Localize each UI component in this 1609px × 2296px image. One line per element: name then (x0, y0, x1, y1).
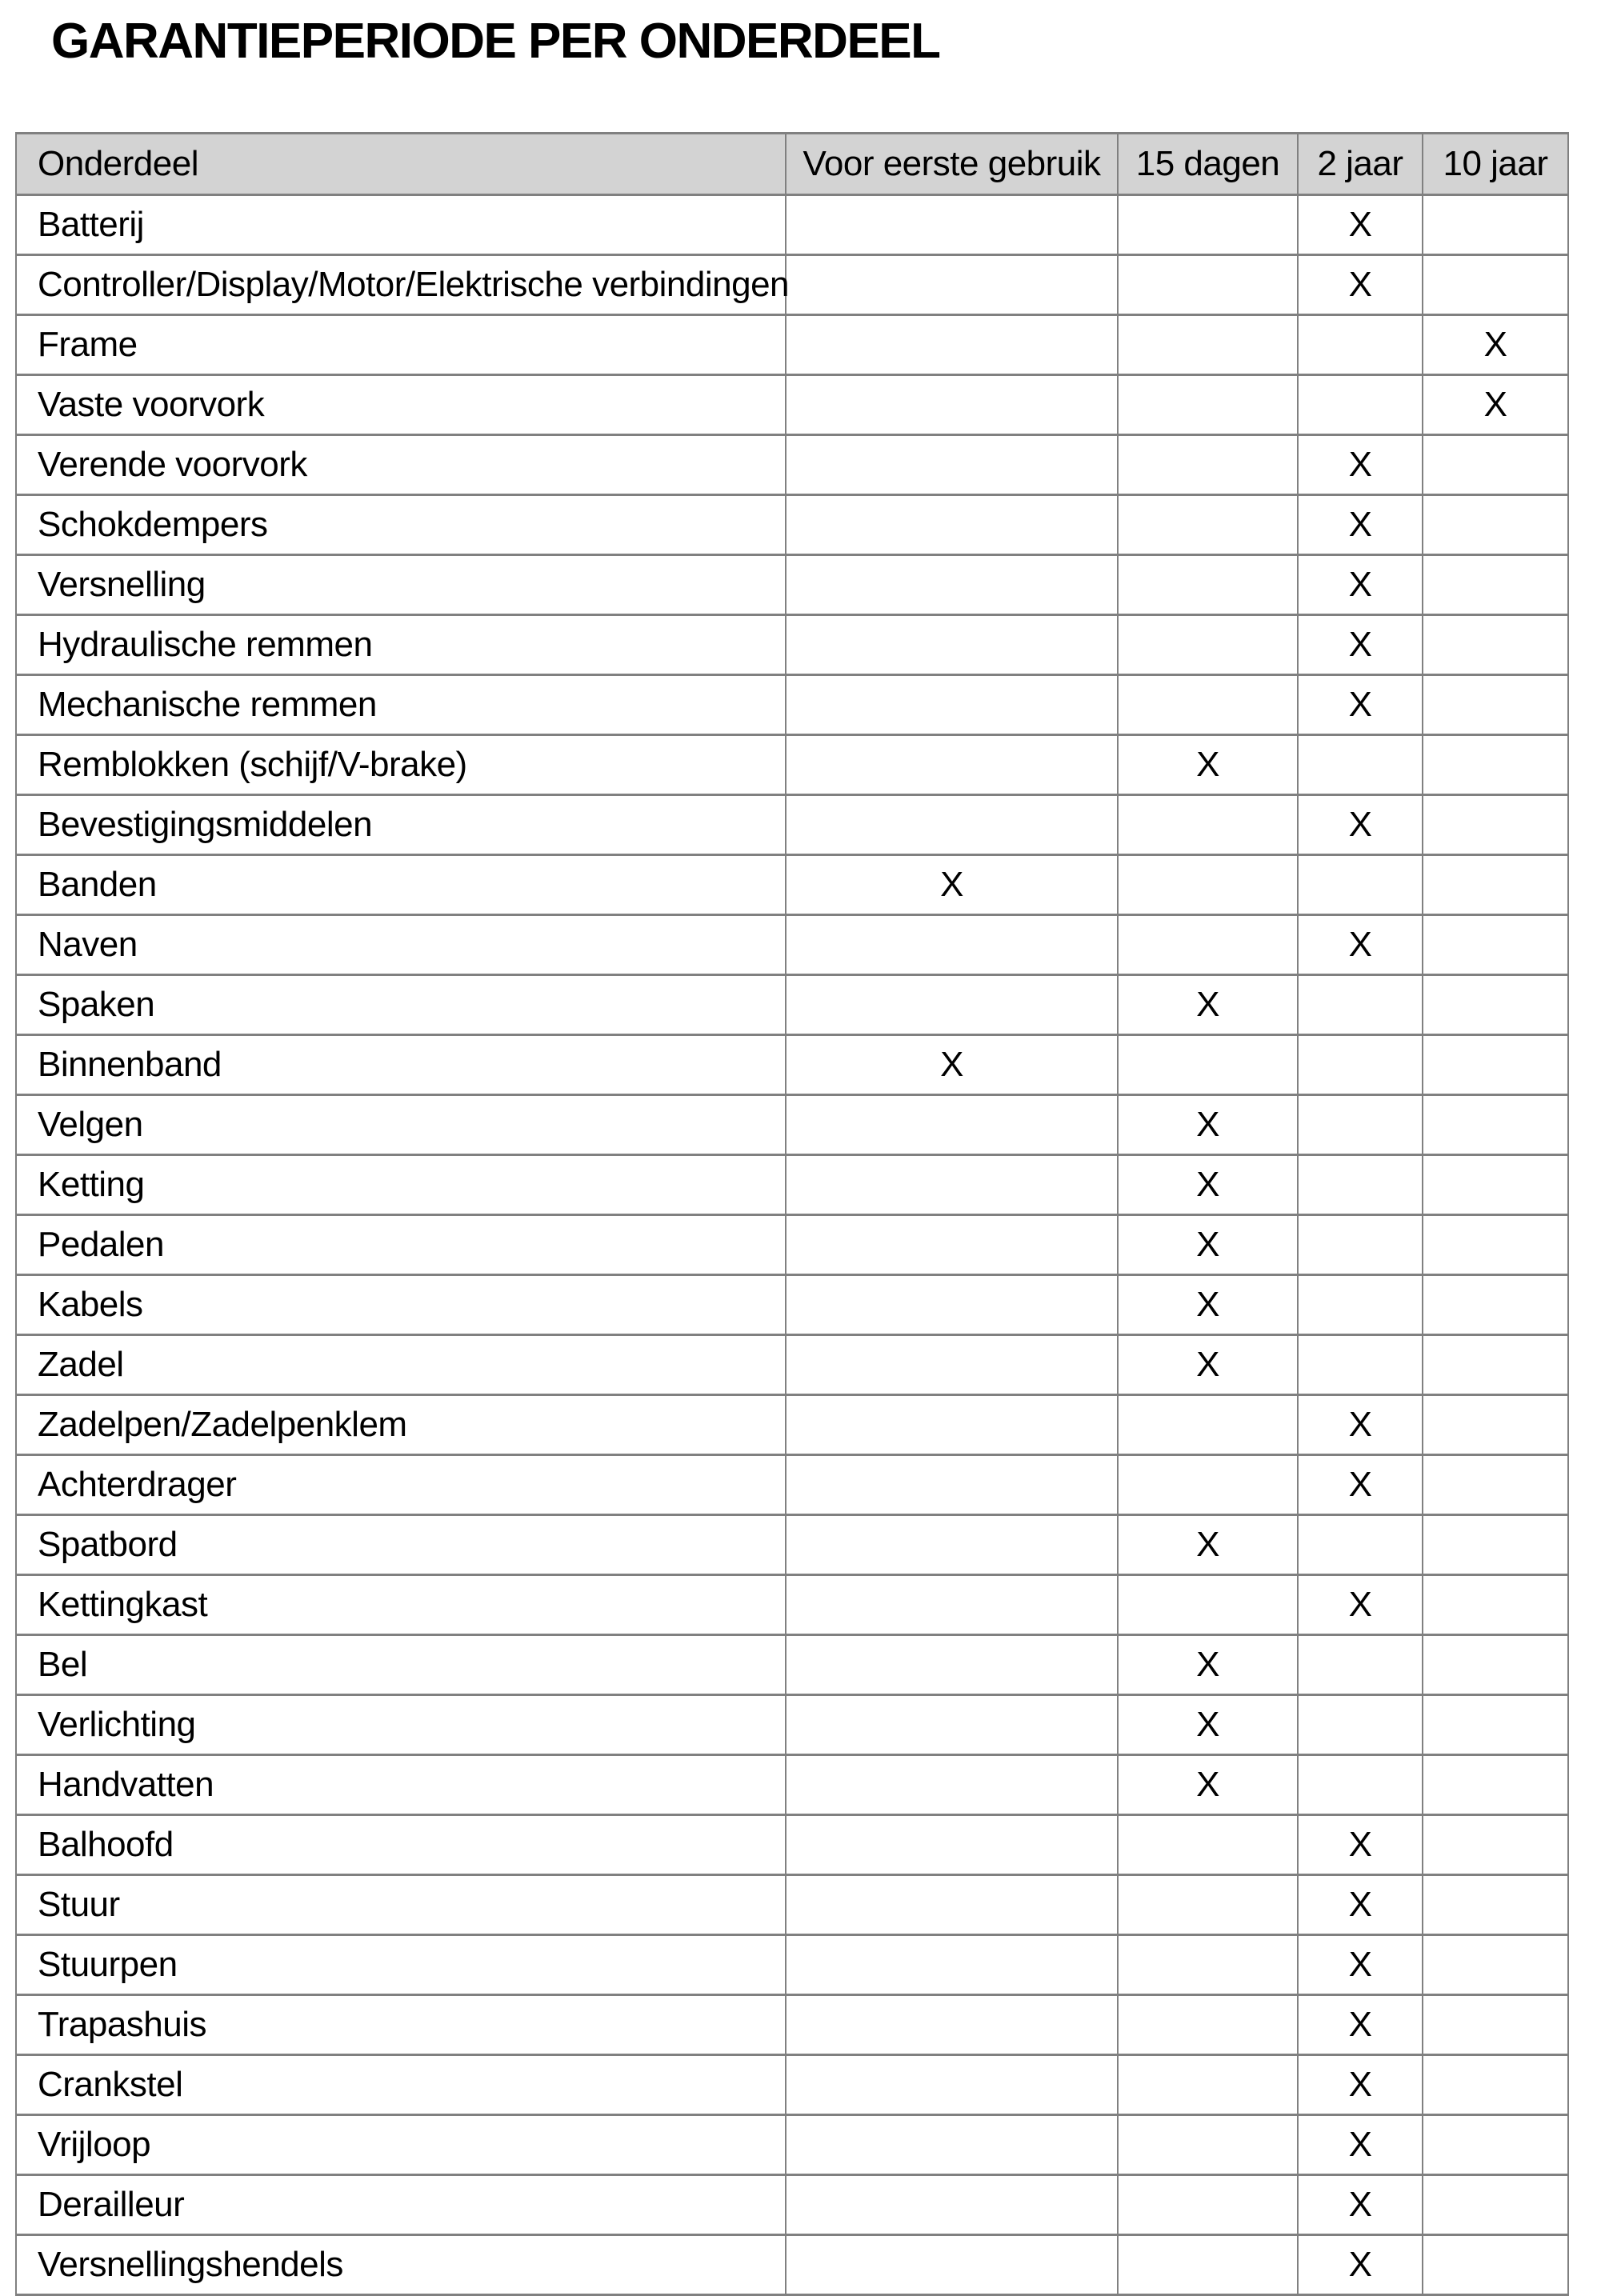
warranty-mark-cell-jaar-2 (1298, 315, 1423, 375)
warranty-mark-cell-dagen-15 (1118, 1935, 1298, 1995)
part-name-cell: Binnenband (16, 1035, 786, 1095)
warranty-mark-cell-jaar-10 (1423, 2115, 1568, 2175)
warranty-mark-cell-jaar-2: X (1298, 495, 1423, 555)
warranty-mark-cell-voor-eerste-gebruik (786, 1515, 1118, 1575)
table-row (16, 855, 1568, 915)
table-row (16, 1455, 1568, 1515)
warranty-mark-cell-jaar-2: X (1298, 2175, 1423, 2235)
warranty-mark-cell-jaar-2: X (1298, 2055, 1423, 2115)
warranty-mark-cell-voor-eerste-gebruik (786, 735, 1118, 795)
warranty-mark-cell-jaar-10 (1423, 435, 1568, 495)
warranty-mark-cell-voor-eerste-gebruik (786, 2115, 1118, 2175)
warranty-mark-cell-dagen-15 (1118, 1875, 1298, 1935)
warranty-mark-cell-dagen-15: X (1118, 1695, 1298, 1755)
column-header-dagen-15: 15 dagen (1118, 134, 1298, 195)
warranty-mark-cell-jaar-2: X (1298, 1575, 1423, 1635)
part-name-cell: Zadel (16, 1335, 786, 1395)
table-row (16, 1875, 1568, 1935)
warranty-mark-cell-jaar-2: X (1298, 1935, 1423, 1995)
table-row (16, 2055, 1568, 2115)
warranty-mark-cell-voor-eerste-gebruik: X (786, 855, 1118, 915)
part-name-cell: Kettingkast (16, 1575, 786, 1635)
table-row (16, 495, 1568, 555)
part-name-cell: Schokdempers (16, 495, 786, 555)
warranty-mark-cell-jaar-2: X (1298, 255, 1423, 315)
warranty-mark-cell-jaar-2 (1298, 1695, 1423, 1755)
warranty-mark-cell-jaar-10 (1423, 1455, 1568, 1515)
warranty-mark-cell-dagen-15 (1118, 2235, 1298, 2295)
warranty-mark-cell-jaar-10 (1423, 2175, 1568, 2235)
warranty-mark-cell-voor-eerste-gebruik (786, 435, 1118, 495)
warranty-mark-cell-voor-eerste-gebruik (786, 675, 1118, 735)
warranty-mark-cell-jaar-10 (1423, 1215, 1568, 1275)
warranty-mark-cell-dagen-15 (1118, 1815, 1298, 1875)
table-row (16, 1335, 1568, 1395)
part-name-cell: Versnelling (16, 555, 786, 615)
warranty-mark-cell-jaar-10 (1423, 1695, 1568, 1755)
warranty-mark-cell-voor-eerste-gebruik (786, 915, 1118, 975)
table-row (16, 675, 1568, 735)
warranty-mark-cell-jaar-2 (1298, 375, 1423, 435)
warranty-mark-cell-jaar-10 (1423, 795, 1568, 855)
table-row (16, 1035, 1568, 1095)
warranty-mark-cell-dagen-15: X (1118, 1755, 1298, 1815)
table-row (16, 1755, 1568, 1815)
warranty-mark-cell-jaar-10 (1423, 1815, 1568, 1875)
part-name-cell: Derailleur (16, 2175, 786, 2235)
warranty-mark-cell-jaar-10 (1423, 1635, 1568, 1695)
warranty-mark-cell-jaar-2: X (1298, 1875, 1423, 1935)
warranty-mark-cell-voor-eerste-gebruik (786, 1875, 1118, 1935)
part-name-cell: Bevestigingsmiddelen (16, 795, 786, 855)
part-name-cell: Hydraulische remmen (16, 615, 786, 675)
warranty-mark-cell-voor-eerste-gebruik (786, 1215, 1118, 1275)
warranty-mark-cell-jaar-2 (1298, 1515, 1423, 1575)
warranty-mark-cell-voor-eerste-gebruik (786, 1815, 1118, 1875)
warranty-mark-cell-voor-eerste-gebruik (786, 1935, 1118, 1995)
warranty-mark-cell-jaar-10 (1423, 1035, 1568, 1095)
part-name-cell: Pedalen (16, 1215, 786, 1275)
warranty-mark-cell-dagen-15 (1118, 855, 1298, 915)
warranty-mark-cell-voor-eerste-gebruik (786, 555, 1118, 615)
warranty-mark-cell-voor-eerste-gebruik (786, 2055, 1118, 2115)
table-row (16, 1575, 1568, 1635)
warranty-mark-cell-jaar-2: X (1298, 615, 1423, 675)
warranty-mark-cell-voor-eerste-gebruik (786, 1635, 1118, 1695)
warranty-mark-cell-jaar-10 (1423, 1755, 1568, 1815)
part-name-cell: Vrijloop (16, 2115, 786, 2175)
warranty-mark-cell-dagen-15: X (1118, 1275, 1298, 1335)
table-row (16, 1155, 1568, 1215)
warranty-mark-cell-voor-eerste-gebruik (786, 1395, 1118, 1455)
part-name-cell: Stuurpen (16, 1935, 786, 1995)
warranty-mark-cell-jaar-10 (1423, 1335, 1568, 1395)
warranty-mark-cell-jaar-10 (1423, 1095, 1568, 1155)
warranty-mark-cell-jaar-2 (1298, 1035, 1423, 1095)
column-header-jaar-10: 10 jaar (1423, 134, 1568, 195)
warranty-mark-cell-jaar-10 (1423, 255, 1568, 315)
warranty-mark-cell-dagen-15 (1118, 255, 1298, 315)
warranty-mark-cell-jaar-10 (1423, 495, 1568, 555)
warranty-mark-cell-dagen-15 (1118, 1395, 1298, 1455)
warranty-mark-cell-dagen-15 (1118, 1035, 1298, 1095)
warranty-mark-cell-voor-eerste-gebruik: X (786, 1035, 1118, 1095)
warranty-mark-cell-dagen-15: X (1118, 1335, 1298, 1395)
warranty-mark-cell-jaar-10 (1423, 675, 1568, 735)
table-row (16, 915, 1568, 975)
warranty-mark-cell-dagen-15 (1118, 615, 1298, 675)
warranty-mark-cell-jaar-10: X (1423, 375, 1568, 435)
table-row (16, 1995, 1568, 2055)
table-row (16, 375, 1568, 435)
part-name-cell: Ketting (16, 1155, 786, 1215)
table-row (16, 735, 1568, 795)
part-name-cell: Stuur (16, 1875, 786, 1935)
warranty-mark-cell-dagen-15 (1118, 2055, 1298, 2115)
warranty-mark-cell-jaar-2: X (1298, 1455, 1423, 1515)
warranty-mark-cell-jaar-2: X (1298, 555, 1423, 615)
warranty-mark-cell-voor-eerste-gebruik (786, 1755, 1118, 1815)
warranty-mark-cell-jaar-10: X (1423, 315, 1568, 375)
table-row (16, 1515, 1568, 1575)
warranty-mark-cell-voor-eerste-gebruik (786, 1275, 1118, 1335)
table-row (16, 255, 1568, 315)
part-name-cell: Achterdrager (16, 1455, 786, 1515)
table-row (16, 2235, 1568, 2295)
column-header-voor-eerste-gebruik: Voor eerste gebruik (786, 134, 1118, 195)
part-name-cell: Spaken (16, 975, 786, 1035)
warranty-mark-cell-dagen-15 (1118, 1995, 1298, 2055)
part-name-cell: Verende voorvork (16, 435, 786, 495)
part-name-cell: Zadelpen/Zadelpenklem (16, 1395, 786, 1455)
part-name-cell: Balhoofd (16, 1815, 786, 1875)
warranty-mark-cell-voor-eerste-gebruik (786, 2235, 1118, 2295)
warranty-mark-cell-jaar-2: X (1298, 1995, 1423, 2055)
warranty-mark-cell-jaar-10 (1423, 1575, 1568, 1635)
table-row (16, 555, 1568, 615)
part-name-cell: Crankstel (16, 2055, 786, 2115)
column-header-onderdeel: Onderdeel (16, 134, 786, 195)
table-header (16, 134, 1568, 195)
warranty-mark-cell-jaar-10 (1423, 855, 1568, 915)
part-name-cell: Kabels (16, 1275, 786, 1335)
warranty-mark-cell-voor-eerste-gebruik (786, 315, 1118, 375)
warranty-mark-cell-dagen-15 (1118, 375, 1298, 435)
warranty-mark-cell-dagen-15 (1118, 315, 1298, 375)
warranty-mark-cell-dagen-15: X (1118, 1155, 1298, 1215)
part-name-cell: Controller/Display/Motor/Elektrische verbindingen (16, 255, 786, 315)
warranty-mark-cell-jaar-2 (1298, 975, 1423, 1035)
warranty-mark-cell-jaar-10 (1423, 555, 1568, 615)
warranty-mark-cell-jaar-2: X (1298, 435, 1423, 495)
warranty-mark-cell-jaar-2 (1298, 855, 1423, 915)
table-row (16, 435, 1568, 495)
warranty-mark-cell-dagen-15: X (1118, 735, 1298, 795)
warranty-mark-cell-jaar-2: X (1298, 915, 1423, 975)
warranty-mark-cell-voor-eerste-gebruik (786, 375, 1118, 435)
warranty-mark-cell-jaar-10 (1423, 1935, 1568, 1995)
warranty-mark-cell-voor-eerste-gebruik (786, 1095, 1118, 1155)
table-row (16, 1095, 1568, 1155)
warranty-mark-cell-dagen-15: X (1118, 1095, 1298, 1155)
table-body (16, 195, 1568, 2295)
part-name-cell: Mechanische remmen (16, 675, 786, 735)
part-name-cell: Remblokken (schijf/V-brake) (16, 735, 786, 795)
warranty-mark-cell-jaar-10 (1423, 735, 1568, 795)
warranty-mark-cell-jaar-2: X (1298, 195, 1423, 255)
warranty-mark-cell-jaar-10 (1423, 195, 1568, 255)
warranty-mark-cell-dagen-15 (1118, 795, 1298, 855)
warranty-mark-cell-jaar-10 (1423, 975, 1568, 1035)
table-row (16, 1395, 1568, 1455)
part-name-cell: Banden (16, 855, 786, 915)
warranty-mark-cell-voor-eerste-gebruik (786, 1995, 1118, 2055)
table-row (16, 195, 1568, 255)
part-name-cell: Naven (16, 915, 786, 975)
table-row (16, 1635, 1568, 1695)
part-name-cell: Handvatten (16, 1755, 786, 1815)
part-name-cell: Frame (16, 315, 786, 375)
part-name-cell: Versnellingshendels (16, 2235, 786, 2295)
column-header-jaar-2: 2 jaar (1298, 134, 1423, 195)
part-name-cell: Vaste voorvork (16, 375, 786, 435)
table-row (16, 975, 1568, 1035)
warranty-mark-cell-jaar-2 (1298, 1155, 1423, 1215)
warranty-mark-cell-jaar-10 (1423, 615, 1568, 675)
page-title: GARANTIEPERIODE PER ONDERDEEL (51, 14, 940, 69)
table-row (16, 315, 1568, 375)
table-row (16, 2175, 1568, 2235)
warranty-mark-cell-jaar-2: X (1298, 2235, 1423, 2295)
warranty-mark-cell-dagen-15 (1118, 675, 1298, 735)
warranty-mark-cell-voor-eerste-gebruik (786, 1335, 1118, 1395)
table-row (16, 1815, 1568, 1875)
warranty-mark-cell-jaar-2 (1298, 1635, 1423, 1695)
warranty-mark-cell-voor-eerste-gebruik (786, 255, 1118, 315)
table-row (16, 1275, 1568, 1335)
warranty-mark-cell-voor-eerste-gebruik (786, 1695, 1118, 1755)
warranty-mark-cell-dagen-15: X (1118, 975, 1298, 1035)
warranty-mark-cell-dagen-15 (1118, 915, 1298, 975)
warranty-mark-cell-jaar-2: X (1298, 1395, 1423, 1455)
warranty-mark-cell-dagen-15: X (1118, 1515, 1298, 1575)
warranty-mark-cell-voor-eerste-gebruik (786, 1455, 1118, 1515)
warranty-mark-cell-jaar-2: X (1298, 795, 1423, 855)
warranty-mark-cell-jaar-10 (1423, 2235, 1568, 2295)
part-name-cell: Batterij (16, 195, 786, 255)
warranty-mark-cell-dagen-15 (1118, 435, 1298, 495)
warranty-mark-cell-voor-eerste-gebruik (786, 615, 1118, 675)
warranty-mark-cell-dagen-15: X (1118, 1215, 1298, 1275)
warranty-mark-cell-dagen-15 (1118, 2175, 1298, 2235)
warranty-mark-cell-jaar-10 (1423, 1155, 1568, 1215)
warranty-mark-cell-voor-eerste-gebruik (786, 2175, 1118, 2235)
warranty-mark-cell-dagen-15 (1118, 195, 1298, 255)
part-name-cell: Trapashuis (16, 1995, 786, 2055)
part-name-cell: Bel (16, 1635, 786, 1695)
warranty-mark-cell-voor-eerste-gebruik (786, 195, 1118, 255)
warranty-period-table (15, 132, 1569, 2296)
part-name-cell: Verlichting (16, 1695, 786, 1755)
table-header-row (16, 134, 1568, 195)
warranty-mark-cell-jaar-2 (1298, 735, 1423, 795)
warranty-mark-cell-dagen-15 (1118, 555, 1298, 615)
table-row (16, 2115, 1568, 2175)
warranty-mark-cell-jaar-10 (1423, 1875, 1568, 1935)
warranty-mark-cell-dagen-15 (1118, 2115, 1298, 2175)
warranty-mark-cell-jaar-2 (1298, 1335, 1423, 1395)
warranty-mark-cell-jaar-10 (1423, 1275, 1568, 1335)
warranty-mark-cell-jaar-2 (1298, 1215, 1423, 1275)
warranty-mark-cell-jaar-2 (1298, 1095, 1423, 1155)
warranty-mark-cell-dagen-15 (1118, 1455, 1298, 1515)
warranty-mark-cell-jaar-10 (1423, 1515, 1568, 1575)
warranty-mark-cell-voor-eerste-gebruik (786, 495, 1118, 555)
warranty-mark-cell-voor-eerste-gebruik (786, 1155, 1118, 1215)
warranty-mark-cell-jaar-10 (1423, 915, 1568, 975)
warranty-mark-cell-jaar-2: X (1298, 2115, 1423, 2175)
warranty-mark-cell-jaar-10 (1423, 1395, 1568, 1455)
warranty-mark-cell-jaar-10 (1423, 2055, 1568, 2115)
warranty-mark-cell-jaar-10 (1423, 1995, 1568, 2055)
table-row (16, 1695, 1568, 1755)
warranty-mark-cell-jaar-2 (1298, 1275, 1423, 1335)
warranty-mark-cell-dagen-15: X (1118, 1635, 1298, 1695)
warranty-mark-cell-voor-eerste-gebruik (786, 795, 1118, 855)
table-row (16, 615, 1568, 675)
table-row (16, 1935, 1568, 1995)
warranty-mark-cell-jaar-2 (1298, 1755, 1423, 1815)
table-row (16, 795, 1568, 855)
part-name-cell: Spatbord (16, 1515, 786, 1575)
warranty-mark-cell-voor-eerste-gebruik (786, 975, 1118, 1035)
warranty-mark-cell-jaar-2: X (1298, 1815, 1423, 1875)
warranty-mark-cell-jaar-2: X (1298, 675, 1423, 735)
warranty-mark-cell-voor-eerste-gebruik (786, 1575, 1118, 1635)
part-name-cell: Velgen (16, 1095, 786, 1155)
table-row (16, 1215, 1568, 1275)
warranty-mark-cell-dagen-15 (1118, 495, 1298, 555)
warranty-mark-cell-dagen-15 (1118, 1575, 1298, 1635)
